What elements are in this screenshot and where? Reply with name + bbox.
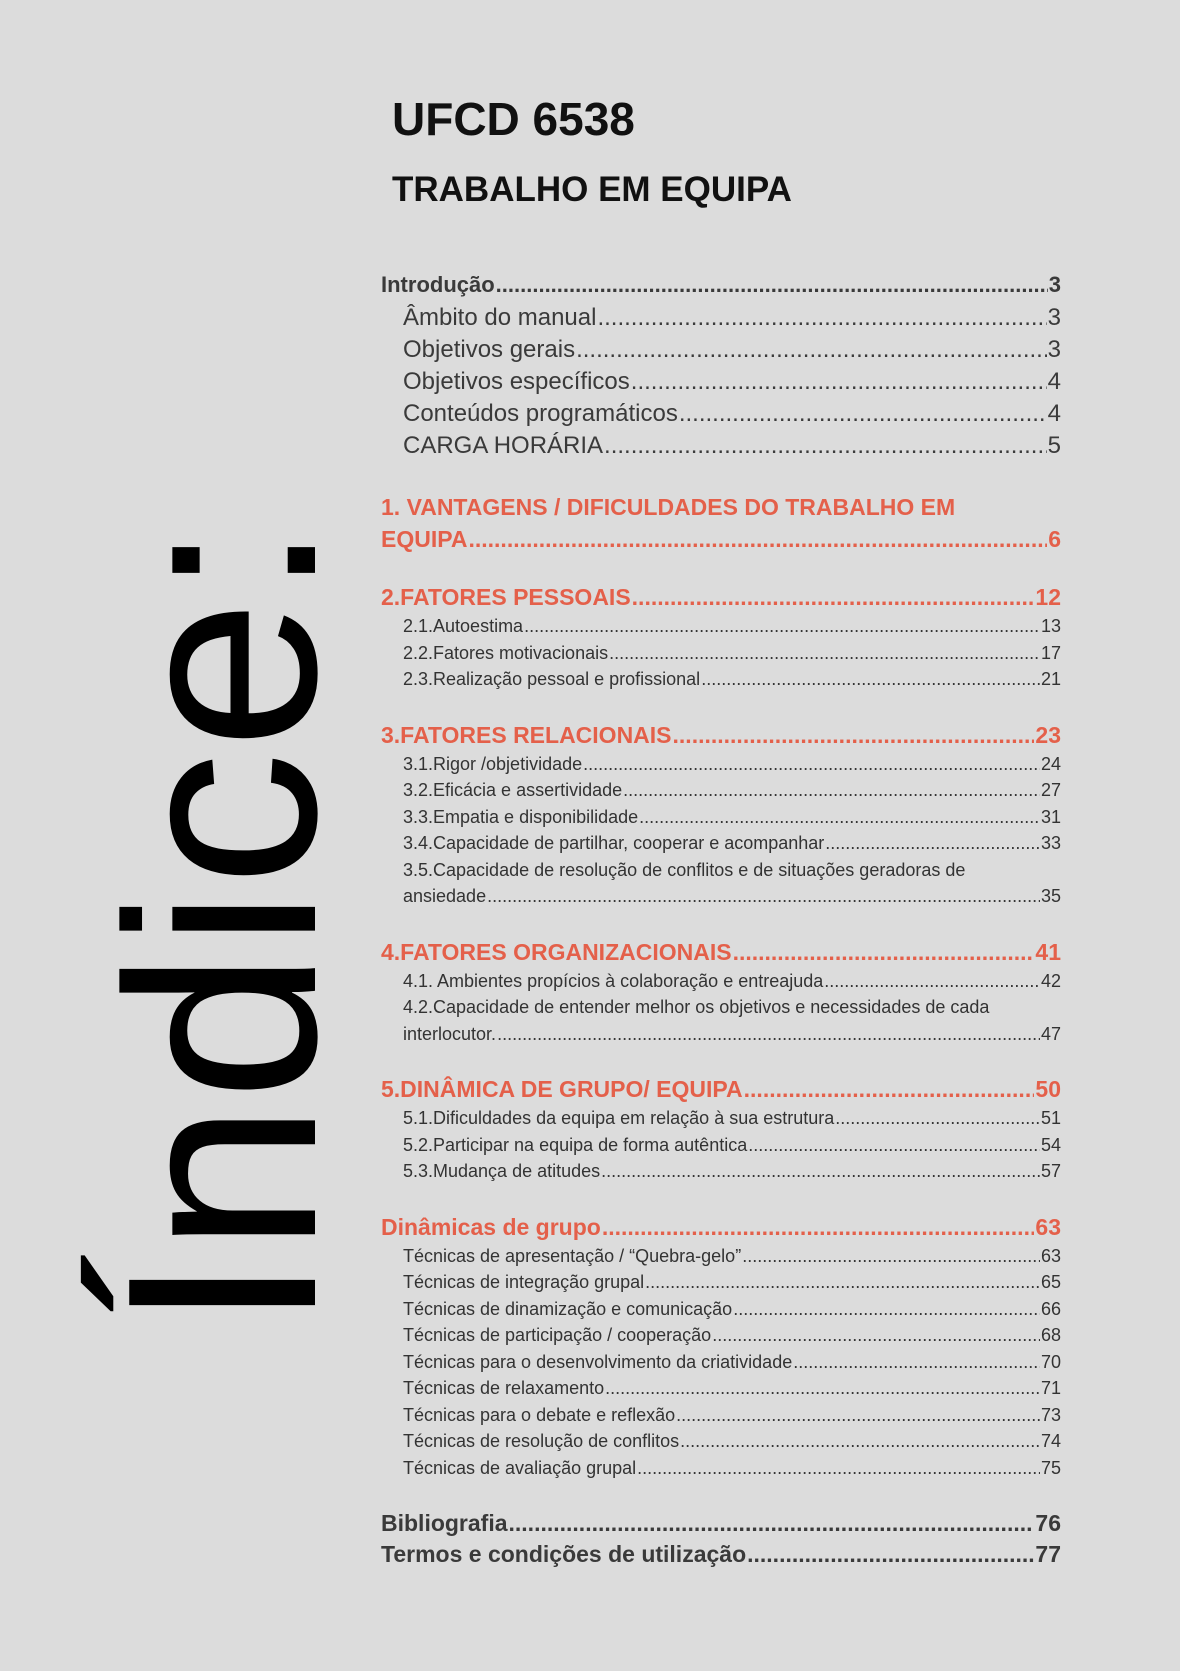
toc-entry-label: 4.FATORES ORGANIZACIONAIS	[381, 938, 732, 965]
leader-dots	[793, 1352, 1040, 1373]
toc-entry-label: Técnicas para o debate e reflexão	[403, 1404, 676, 1425]
toc-entry-label: Conteúdos programáticos	[403, 400, 678, 427]
toc-entry-introducao[interactable]	[381, 272, 1061, 304]
toc-entry-label: interlocutor.	[403, 1023, 497, 1044]
toc-entry[interactable]	[381, 1352, 1061, 1379]
toc-entry-page: 63	[1035, 1213, 1061, 1240]
toc-entry-line1[interactable]: 4.2.Capacidade de entender melhor os objetivos e necessidades de cada	[403, 997, 990, 1017]
toc-entry-label: EQUIPA	[381, 526, 468, 552]
toc-entry-page: 75	[1040, 1457, 1061, 1478]
toc-entry[interactable]	[381, 616, 1061, 643]
toc-entry-page: 41	[1035, 938, 1061, 965]
leader-dots	[676, 1405, 1040, 1426]
leader-dots	[632, 584, 1035, 611]
toc-entry-page: 71	[1040, 1378, 1061, 1398]
leader-dots	[747, 1541, 1034, 1568]
leader-dots	[742, 1246, 1040, 1267]
toc-entry[interactable]	[381, 1378, 1061, 1405]
toc-entry-page: 68	[1040, 1325, 1061, 1345]
leader-dots	[597, 304, 1046, 332]
toc-entry-page: 31	[1040, 806, 1061, 827]
toc-entry-page: 6	[1048, 526, 1061, 552]
toc-entry[interactable]	[381, 807, 1061, 834]
leader-dots	[744, 1076, 1035, 1103]
leader-dots	[701, 669, 1040, 690]
toc-entry-label: CARGA HORÁRIA	[403, 432, 604, 459]
toc-entry-page: 24	[1040, 753, 1061, 774]
toc-entry[interactable]	[381, 1405, 1061, 1432]
toc-entry[interactable]	[381, 304, 1061, 336]
toc-chapter-dinamicas[interactable]	[381, 1214, 1061, 1246]
toc-entry-label: Técnicas de integração grupal	[403, 1272, 645, 1292]
toc-entry-label: Técnicas de apresentação / “Quebra-gelo”	[403, 1245, 742, 1266]
leader-dots	[733, 939, 1035, 966]
toc-entry-page: 42	[1040, 970, 1061, 991]
document-title: TRABALHO EM EQUIPA	[392, 170, 792, 209]
toc-entry-label: 5.3.Mudança de atitudes	[403, 1161, 601, 1181]
toc-entry-page: 35	[1040, 886, 1061, 906]
leader-dots	[824, 971, 1040, 992]
toc-entry-label: Objetivos específicos	[403, 368, 630, 395]
toc-entry-label: 5.DINÂMICA DE GRUPO/ EQUIPA	[381, 1076, 743, 1102]
toc-entry[interactable]	[381, 780, 1061, 807]
toc-entry-page: 5	[1047, 432, 1061, 459]
toc-entry-page: 12	[1035, 584, 1061, 610]
toc-entry-label: 3.1.Rigor /objetividade	[403, 753, 583, 774]
toc-entry-page: 33	[1040, 833, 1061, 853]
toc-entry-page: 57	[1040, 1161, 1061, 1181]
leader-dots	[601, 1161, 1040, 1182]
toc-entry-label: Termos e condições de utilização	[381, 1541, 747, 1567]
toc-entry[interactable]	[381, 669, 1061, 696]
leader-dots	[468, 526, 1047, 553]
toc-entry[interactable]	[381, 1108, 1061, 1135]
toc-entry-bibliografia[interactable]	[381, 1510, 1061, 1541]
toc-entry[interactable]	[381, 1246, 1061, 1273]
toc-entry-label: ansiedade	[403, 886, 487, 906]
leader-dots	[583, 754, 1040, 775]
toc-entry-label: Objetivos gerais	[403, 336, 576, 363]
leader-dots	[524, 616, 1040, 637]
toc-entry-label: 5.2.Participar na equipa de forma autêntica	[403, 1134, 748, 1155]
toc-entry-label: Introdução	[381, 272, 495, 297]
leader-dots	[637, 1458, 1040, 1479]
toc-entry-page: 47	[1040, 1023, 1061, 1044]
toc-entry[interactable]	[381, 368, 1061, 400]
leader-dots	[509, 1510, 1035, 1537]
toc-entry-termos[interactable]	[381, 1541, 1061, 1572]
toc-entry[interactable]	[381, 336, 1061, 368]
toc-entry-page: 21	[1040, 669, 1061, 689]
leader-dots	[604, 432, 1047, 460]
toc-entry-label: 3.3.Empatia e disponibilidade	[403, 806, 639, 827]
toc-chapter-2[interactable]	[381, 584, 1061, 616]
toc-entry-page: 66	[1040, 1298, 1061, 1319]
toc-chapter-4[interactable]	[381, 939, 1061, 971]
leader-dots	[576, 336, 1047, 364]
document-code: UFCD 6538	[392, 93, 635, 145]
table-of-contents	[381, 272, 1061, 1572]
leader-dots	[631, 368, 1047, 396]
toc-entry-label: Âmbito do manual	[403, 304, 597, 331]
toc-chapter-5[interactable]	[381, 1076, 1061, 1108]
toc-entry[interactable]	[381, 643, 1061, 670]
toc-entry[interactable]	[381, 754, 1061, 781]
toc-entry-label: Técnicas de avaliação grupal	[403, 1457, 637, 1478]
leader-dots	[639, 807, 1040, 828]
toc-entry-page: 51	[1040, 1108, 1061, 1128]
leader-dots	[733, 1299, 1040, 1320]
toc-entry-label: Técnicas para o desenvolvimento da criatividade	[403, 1351, 793, 1372]
toc-entry[interactable]	[381, 1272, 1061, 1299]
toc-entry[interactable]	[381, 400, 1061, 432]
toc-entry-label: Técnicas de participação / cooperação	[403, 1325, 712, 1345]
toc-entry-label: Técnicas de relaxamento	[403, 1378, 605, 1398]
toc-entry-page: 4	[1047, 400, 1061, 427]
leader-dots	[712, 1325, 1040, 1346]
toc-entry-page: 23	[1035, 721, 1061, 748]
toc-entry[interactable]	[381, 833, 1061, 860]
toc-entry[interactable]	[381, 1135, 1061, 1162]
leader-dots	[609, 643, 1040, 664]
toc-entry-page: 63	[1040, 1245, 1061, 1266]
toc-entry[interactable]	[381, 1458, 1061, 1485]
toc-entry-page: 74	[1040, 1431, 1061, 1451]
leader-dots	[497, 1024, 1040, 1045]
index-side-title: Índice:	[72, 520, 373, 1330]
leader-dots	[679, 400, 1047, 428]
toc-entry[interactable]	[381, 886, 1061, 913]
toc-entry-label: 2.FATORES PESSOAIS	[381, 584, 631, 610]
toc-entry-page: 4	[1047, 368, 1061, 395]
toc-entry[interactable]	[381, 432, 1061, 464]
toc-entry-page: 54	[1040, 1134, 1061, 1155]
toc-entry[interactable]	[381, 1161, 1061, 1188]
toc-entry-page: 3	[1047, 336, 1061, 363]
toc-entry-label: Técnicas de dinamização e comunicação	[403, 1298, 733, 1319]
toc-entry-label: 2.3.Realização pessoal e profissional	[403, 669, 701, 689]
leader-dots	[825, 833, 1040, 854]
toc-chapter-3[interactable]	[381, 722, 1061, 754]
toc-entry[interactable]	[381, 971, 1061, 998]
leader-dots	[835, 1108, 1040, 1129]
toc-entry-page: 76	[1035, 1510, 1061, 1536]
toc-entry-page: 77	[1035, 1541, 1061, 1567]
toc-entry-page: 73	[1040, 1404, 1061, 1425]
toc-entry-label: 5.1.Dificuldades da equipa em relação à sua estrutura	[403, 1108, 835, 1128]
toc-entry-page: 27	[1040, 780, 1061, 800]
toc-entry-page: 17	[1040, 642, 1061, 663]
leader-dots	[602, 1214, 1035, 1241]
leader-dots	[645, 1272, 1040, 1293]
leader-dots	[748, 1135, 1040, 1156]
leader-dots	[487, 886, 1040, 907]
toc-entry[interactable]	[381, 1024, 1061, 1051]
toc-entry-label: Técnicas de resolução de conflitos	[403, 1431, 680, 1451]
toc-entry-page: 50	[1035, 1076, 1061, 1102]
leader-dots	[496, 272, 1048, 298]
toc-entry-page: 3	[1047, 304, 1061, 331]
toc-entry-label: 3.FATORES RELACIONAIS	[381, 721, 672, 748]
toc-entry[interactable]	[381, 1325, 1061, 1352]
toc-chapter-1[interactable]	[381, 526, 1061, 558]
toc-entry-line1[interactable]: 3.5.Capacidade de resolução de conflitos e de situações geradoras de	[403, 859, 966, 880]
toc-entry-page: 13	[1040, 616, 1061, 636]
toc-entry[interactable]	[381, 1299, 1061, 1326]
toc-entry-label: 3.4.Capacidade de partilhar, cooperar e acompanhar	[403, 833, 825, 853]
toc-entry-label: Dinâmicas de grupo	[381, 1213, 601, 1240]
toc-entry[interactable]	[381, 1431, 1061, 1458]
toc-entry-page: 3	[1048, 272, 1061, 297]
leader-dots	[680, 1431, 1040, 1452]
leader-dots	[605, 1378, 1040, 1399]
leader-dots	[673, 722, 1035, 749]
toc-entry-label: 3.2.Eficácia e assertividade	[403, 780, 623, 800]
toc-entry-label: 2.2.Fatores motivacionais	[403, 642, 609, 663]
toc-entry-label: 2.1.Autoestima	[403, 616, 524, 636]
toc-entry-label: Bibliografia	[381, 1510, 508, 1536]
toc-entry-page: 65	[1040, 1272, 1061, 1292]
toc-entry-page: 70	[1040, 1351, 1061, 1372]
leader-dots	[623, 780, 1040, 801]
toc-entry-label: 4.1. Ambientes propícios à colaboração e entreajuda	[403, 970, 824, 991]
toc-chapter-1-line1[interactable]: 1. VANTAGENS / DIFICULDADES DO TRABALHO EM	[381, 494, 956, 520]
